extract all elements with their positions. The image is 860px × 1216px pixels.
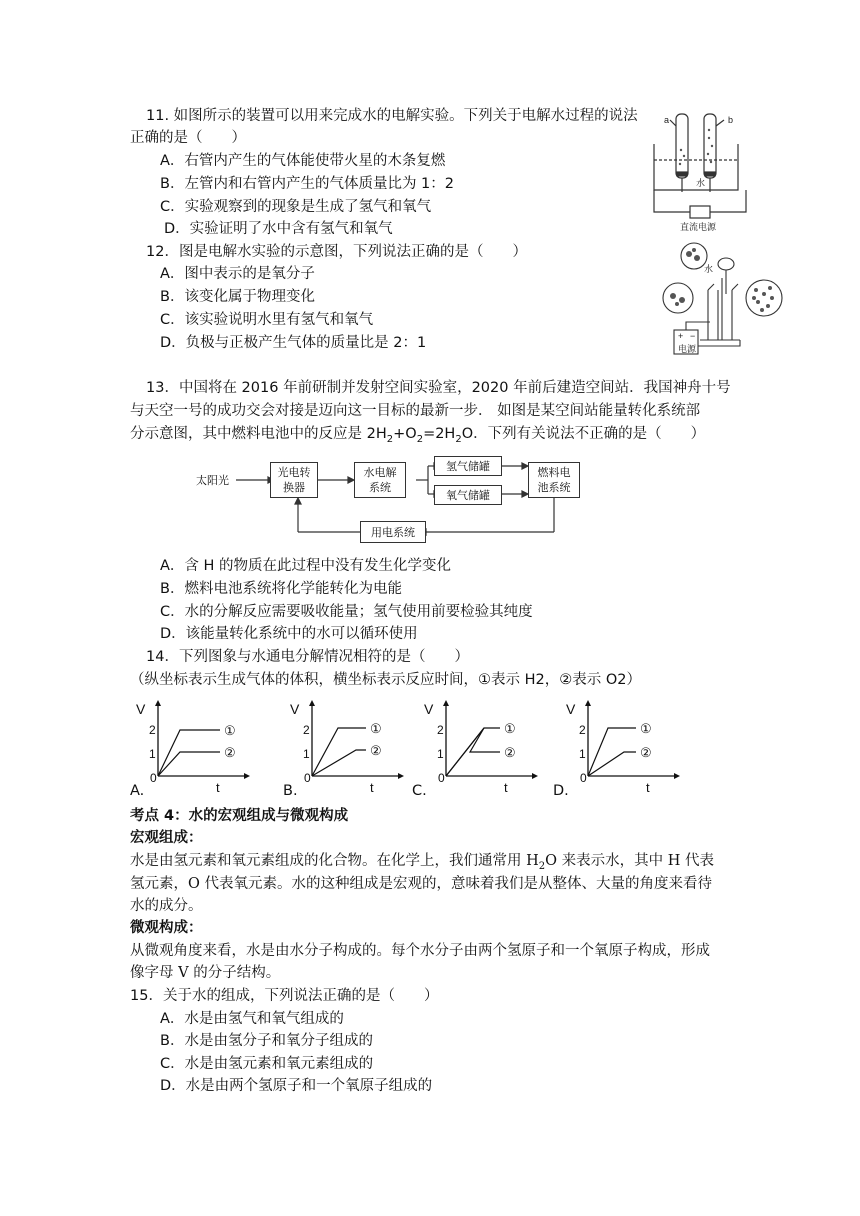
q14-graphs — [130, 696, 690, 800]
graph-y-arrow — [309, 700, 315, 706]
graph-label-1: ① — [370, 721, 382, 736]
graph-origin: 0 — [580, 771, 587, 785]
graph-label-2: ② — [224, 745, 236, 760]
q13-stem-line3: 分示意图，其中燃料电池中的反应是 $2H_2+O_2=2H_2O$．下列有关说法不正确的是（ ） — [130, 426, 706, 445]
q12-fig-label-plus: + — [678, 331, 684, 341]
q13-stem-line1: 13．中国将在 2016 年前研制并发射空间实验室，2020 年前后建造空间站．我国神舟十号 — [146, 380, 731, 396]
graph-t-label: t — [504, 780, 508, 795]
graph-x-arrow — [674, 773, 680, 779]
q15-option-c: C．水是由氢元素和氧元素组成的 — [160, 1056, 374, 1072]
q13-stem-line2: 与天空一号的成功交会对接是迈向这一目标的最新一步． 如图是某空间站能量转化系统部 — [130, 403, 701, 419]
q11-fig-label-b: b — [728, 115, 734, 125]
graph-x-arrow — [244, 773, 250, 779]
graph-tick-1: 1 — [437, 747, 444, 761]
graph-label-2: ② — [504, 745, 516, 760]
graph-tick-2: 2 — [437, 723, 444, 737]
graph-line-o2 — [588, 752, 636, 776]
graph-origin: 0 — [304, 771, 311, 785]
q13-power-use-box: 用电系统 — [360, 521, 426, 543]
micro-line2: 像字母 V 的分子结构。 — [130, 965, 281, 981]
q12-fig-label-water: 水 — [704, 264, 714, 274]
q15-option-d: D．水是由两个氢原子和一个氧原子组成的 — [160, 1078, 433, 1094]
q11-electrolysis-figure — [650, 104, 750, 232]
q12-option-c: C．该实验说明水里有氢气和氧气 — [160, 312, 374, 328]
q11-stem-line1: 11. 如图所示的装置可以用来完成水的电解实验。下列关于电解水过程的说法 — [146, 108, 638, 124]
graph-label-2: ② — [370, 743, 382, 758]
graph-tick-2: 2 — [303, 723, 310, 737]
graph-line-h2 — [312, 728, 366, 776]
graph-v-label: V — [566, 701, 576, 717]
q15-option-a: A．水是由氢气和氧气组成的 — [160, 1011, 344, 1027]
q14-choice-c: C. — [412, 783, 427, 799]
macro-line2: 氢元素，O 代表氧元素。水的这种组成是宏观的，意味着我们是从整体、大量的角度来看待 — [130, 876, 712, 892]
graph-label-1: ① — [224, 723, 236, 738]
q13-option-c: C．水的分解反应需要吸收能量；氢气使用前要检验其纯度 — [160, 604, 533, 620]
graph-origin: 0 — [150, 771, 157, 785]
q12-fig-label-power: 电源 — [678, 344, 697, 354]
graph-line-o2 — [312, 750, 366, 776]
graph-t-label: t — [646, 780, 650, 795]
macro-line3: 水的成分。 — [130, 898, 203, 914]
micro-line1: 从微观角度来看，水是由水分子构成的。每个水分子由两个氢原子和一个氧原子构成，形成 — [130, 943, 710, 959]
q14-stem: 14．下列图象与水通电分解情况相符的是（ ） — [146, 649, 469, 665]
graph-label-2: ② — [640, 745, 652, 760]
graph-label-1: ① — [504, 721, 516, 736]
q11-option-a: A．右管内产生的气体能使带火星的木条复燃 — [160, 153, 446, 169]
micro-title: 微观构成： — [130, 920, 203, 936]
graph-y-arrow — [585, 700, 591, 706]
q13-sunlight-label: 太阳光 — [196, 474, 229, 487]
q12-fig-label-minus: − — [690, 331, 696, 341]
graph-label-1: ① — [640, 721, 652, 736]
q11-option-b: B．左管内和右管内产生的气体质量比为 1：2 — [160, 176, 455, 192]
q12-electrolysis-figure — [660, 236, 784, 358]
macro-line1: 水是由氢元素和氧元素组成的化合物。在化学上，我们通常用 $H_2O$ 来表示水，其中 H 代表 — [130, 853, 714, 872]
graph-x-arrow — [532, 773, 538, 779]
graph-line-h2 — [158, 730, 220, 776]
q12-option-d: D．负极与正极产生气体的质量比是 2：1 — [160, 335, 427, 351]
graph-tick-1: 1 — [149, 747, 156, 761]
macro-title: 宏观组成： — [130, 830, 203, 846]
q11-option-d: D．实验证明了水中含有氢气和氧气 — [164, 221, 393, 237]
graph-y-arrow — [443, 700, 449, 706]
graph-line-o2 — [446, 728, 500, 776]
q15-stem: 15．关于水的组成，下列说法正确的是（ ） — [130, 988, 439, 1004]
graph-tick-1: 1 — [579, 747, 586, 761]
graph-y-arrow — [155, 700, 161, 706]
q13-pv-converter-box: 光电转 换器 — [270, 462, 318, 498]
graph-v-label: V — [424, 701, 434, 717]
graph-tick-2: 2 — [579, 723, 586, 737]
q14-choice-a: A. — [130, 783, 145, 799]
section-heading: 考点 4：水的宏观组成与微观构成 — [130, 808, 349, 824]
q11-option-c: C．实验观察到的现象是生成了氢气和氧气 — [160, 199, 432, 215]
q13-fuel-cell-box: 燃料电 池系统 — [528, 462, 580, 498]
q13-option-a: A．含 H 的物质在此过程中没有发生化学变化 — [160, 558, 452, 574]
q11-fig-label-a: a — [664, 115, 670, 125]
q14-note: （纵坐标表示生成气体的体积，横坐标表示反应时间，①表示 H2，②表示 O2） — [130, 672, 641, 688]
q12-stem: 12．图是电解水实验的示意图，下列说法正确的是（ ） — [146, 244, 527, 260]
q13-hydrogen-tank-box: 氢气储罐 — [434, 456, 502, 476]
q13-option-b: B．燃料电池系统将化学能转化为电能 — [160, 581, 402, 597]
q15-option-b: B．水是由氢分子和氧分子组成的 — [160, 1033, 373, 1049]
q13-electrolysis-box: 水电解 系统 — [354, 462, 406, 498]
graph-x-arrow — [398, 773, 404, 779]
graph-t-label: t — [370, 780, 374, 795]
q12-option-b: B．该变化属于物理变化 — [160, 289, 315, 305]
graph-tick-1: 1 — [303, 747, 310, 761]
graph-t-label: t — [216, 780, 220, 795]
q11-stem-line2: 正确的是（ ） — [130, 130, 246, 146]
graph-v-label: V — [290, 701, 300, 717]
q13-oxygen-tank-box: 氧气储罐 — [434, 485, 502, 505]
q11-fig-label-power: 直流电源 — [680, 222, 717, 232]
q13-option-d: D．该能量转化系统中的水可以循环使用 — [160, 626, 418, 642]
graph-tick-2: 2 — [149, 723, 156, 737]
q11-fig-label-water: 水 — [696, 178, 706, 188]
q14-choice-d: D. — [553, 783, 569, 799]
q12-option-a: A．图中表示的是氧分子 — [160, 266, 315, 282]
graph-v-label: V — [136, 701, 146, 717]
q14-choice-b: B. — [283, 783, 298, 799]
graph-origin: 0 — [438, 771, 445, 785]
